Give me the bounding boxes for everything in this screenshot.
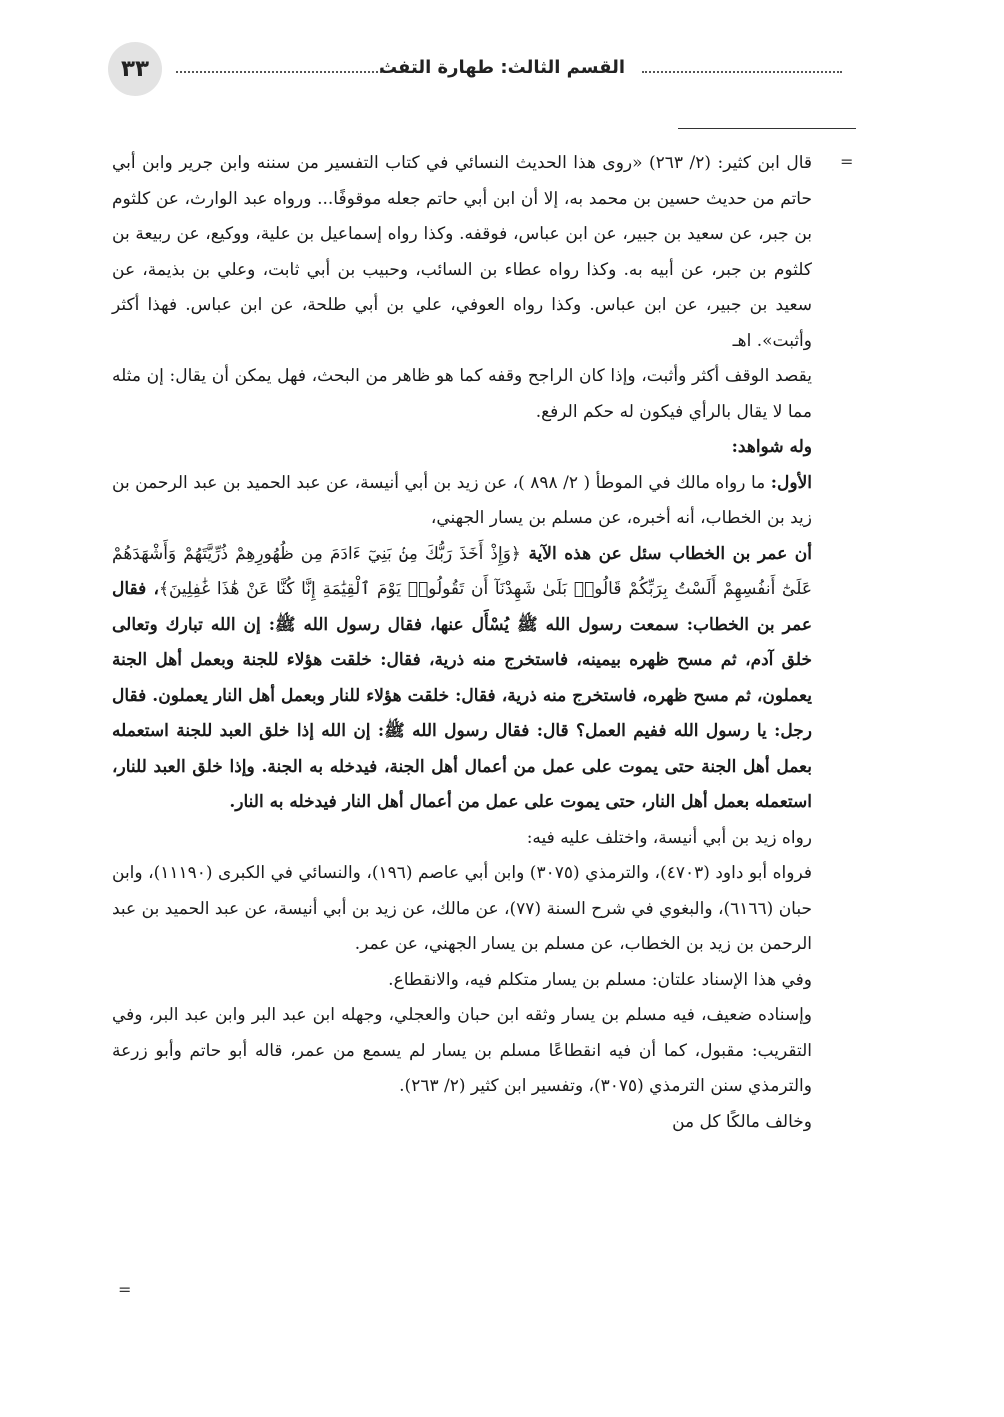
paragraph-narration-note: رواه زيد بن أبي أنيسة، واختلف عليه فيه: xyxy=(526,827,812,848)
header-dots-right xyxy=(642,71,842,73)
paragraph-defects: وفي هذا الإسناد علتان: مسلم بن يسار متكلم فيه، والانقطاع. xyxy=(388,969,812,990)
footnote-separator xyxy=(678,128,856,129)
continuation-mark-bottom: = xyxy=(118,1280,132,1299)
quran-verse: ﴿وَإِذْ أَخَذَ رَبُّكَ مِنۢ بَنِيٓ ءَادَمَ مِن ظُهُورِهِمْ ذُرِّيَّتَهُمْ وَأَشْهَدَهُمْ عَلَىٰٓ أَنفُسِهِمْ أَلَسْتُ بِرَبِّكُمْ قَالُوا۟ بَلَىٰ شَهِدْنَآ أَن تَقُولُوا۟ يَوْمَ ٱلْقِيَٰمَةِ إِنَّا كُنَّا عَنْ هَٰذَا غَٰفِلِينَ﴾ xyxy=(112,543,812,599)
footnote-body xyxy=(112,146,812,1140)
paragraph-isnad-weakness: وإسناده ضعيف، فيه مسلم بن يسار وثقه ابن حبان والعجلي، وجهله ابن عبد البر وابن عبد البر، وفي التقريب: مقبول، كما أن فيه انقطاعًا مسلم بن يسار لم يسمع من عمر، قاله أبو حاتم وأبو زرعة والترمذي سنن الترمذي (٣٠٧٥)، وتفسير ابن كثير (٢/ ٢٦٣). xyxy=(112,1005,812,1096)
section-heading-shawahid: وله شواهد: xyxy=(731,437,812,457)
running-header-title: القسم الثالث: طهارة التفث xyxy=(378,57,626,78)
hadith-body: ، فقال عمر بن الخطاب: سمعت رسول الله ﷺ يُسْأَل عنها، فقال رسول الله ﷺ: إن الله تبارك وتعالى خلق آدم، ثم مسح ظهره بيمينه، فاستخرج منه ذرية، فقال: خلقت هؤلاء للجنة وبعمل أهل الجنة يعملون، ثم مسح ظهره، فاستخرج منه ذرية، فقال: خلقت هؤلاء للنار وبعمل أهل النار يعملون. فقال رجل: يا رسول الله ففيم العمل؟ قال: فقال رسول الله ﷺ: إن الله إذا خلق العبد للجنة استعمله بعمل أهل الجنة حتى يموت على عمل من أعمال أهل الجنة، فيدخله به الجنة. وإذا خلق العبد للنار، استعمله بعمل أهل النار، حتى يموت على عمل من أعمال أهل النار فيدخله به النار. xyxy=(112,579,812,812)
continuation-mark-top: = xyxy=(840,152,854,171)
paragraph-hadith-text xyxy=(112,537,812,821)
paragraph-mawquf-discussion: يقصد الوقف أكثر وأثبت، وإذا كان الراجح وقفه كما هو ظاهر من البحث، فهل يمكن أن يقال: إن مثله مما لا يقال بالرأي فيكون له حكم الرفع. xyxy=(112,366,812,422)
hadith-intro: أن عمر بن الخطاب سئل عن هذه الآية xyxy=(520,543,812,564)
paragraph-first-witness xyxy=(112,466,812,537)
first-witness-label: الأول: xyxy=(770,472,812,493)
first-witness-text: ما رواه مالك في الموطأ ( ٢/ ٨٩٨ )، عن زيد بن أبي أنيسة، عن عبد الحميد بن عبد الرحمن بن زيد بن الخطاب، أنه أخبره، عن مسلم بن يسار الجهني، xyxy=(112,472,812,528)
paragraph-ibn-kathir-quote: قال ابن كثير: (٢/ ٢٦٣) «روى هذا الحديث النسائي في كتاب التفسير من سننه وابن جرير وابن أبي حاتم من حديث حسين بن محمد به، إلا أن ابن أبي حاتم جعله موقوفًا... ورواه عبد الوارث، عن كلثوم بن جبر، عن سعيد بن جبير، عن ابن عباس، فوقفه. وكذا رواه إسماعيل بن علية، ووكيع، عن ربيعة بن كلثوم بن جبر، عن أبيه به. وكذا رواه عطاء بن السائب، وحبيب بن أبي ثابت، وعلي بن بذيمة، عن سعيد بن جبير، عن ابن عباس. وكذا رواه العوفي، علي بن أبي طلحة، عن ابن عباس. فهذا أكثر وأثبت». اهـ xyxy=(112,153,812,351)
paragraph-takhrij: فرواه أبو داود (٤٧٠٣)، والترمذي (٣٠٧٥) وابن أبي عاصم (١٩٦)، والنسائي في الكبرى (١١١٩٠)، وابن حبان (٦١٦٦)، والبغوي في شرح السنة (٧٧)، عن مالك، عن زيد بن أبي أنيسة، عن عبد الحميد بن عبد الرحمن بن زيد بن الخطاب، عن مسلم بن يسار الجهني، عن عمر. xyxy=(112,863,812,954)
paragraph-continuation: وخالف مالكًا كل من xyxy=(672,1111,812,1132)
page-number: ٣٣ xyxy=(108,42,162,96)
